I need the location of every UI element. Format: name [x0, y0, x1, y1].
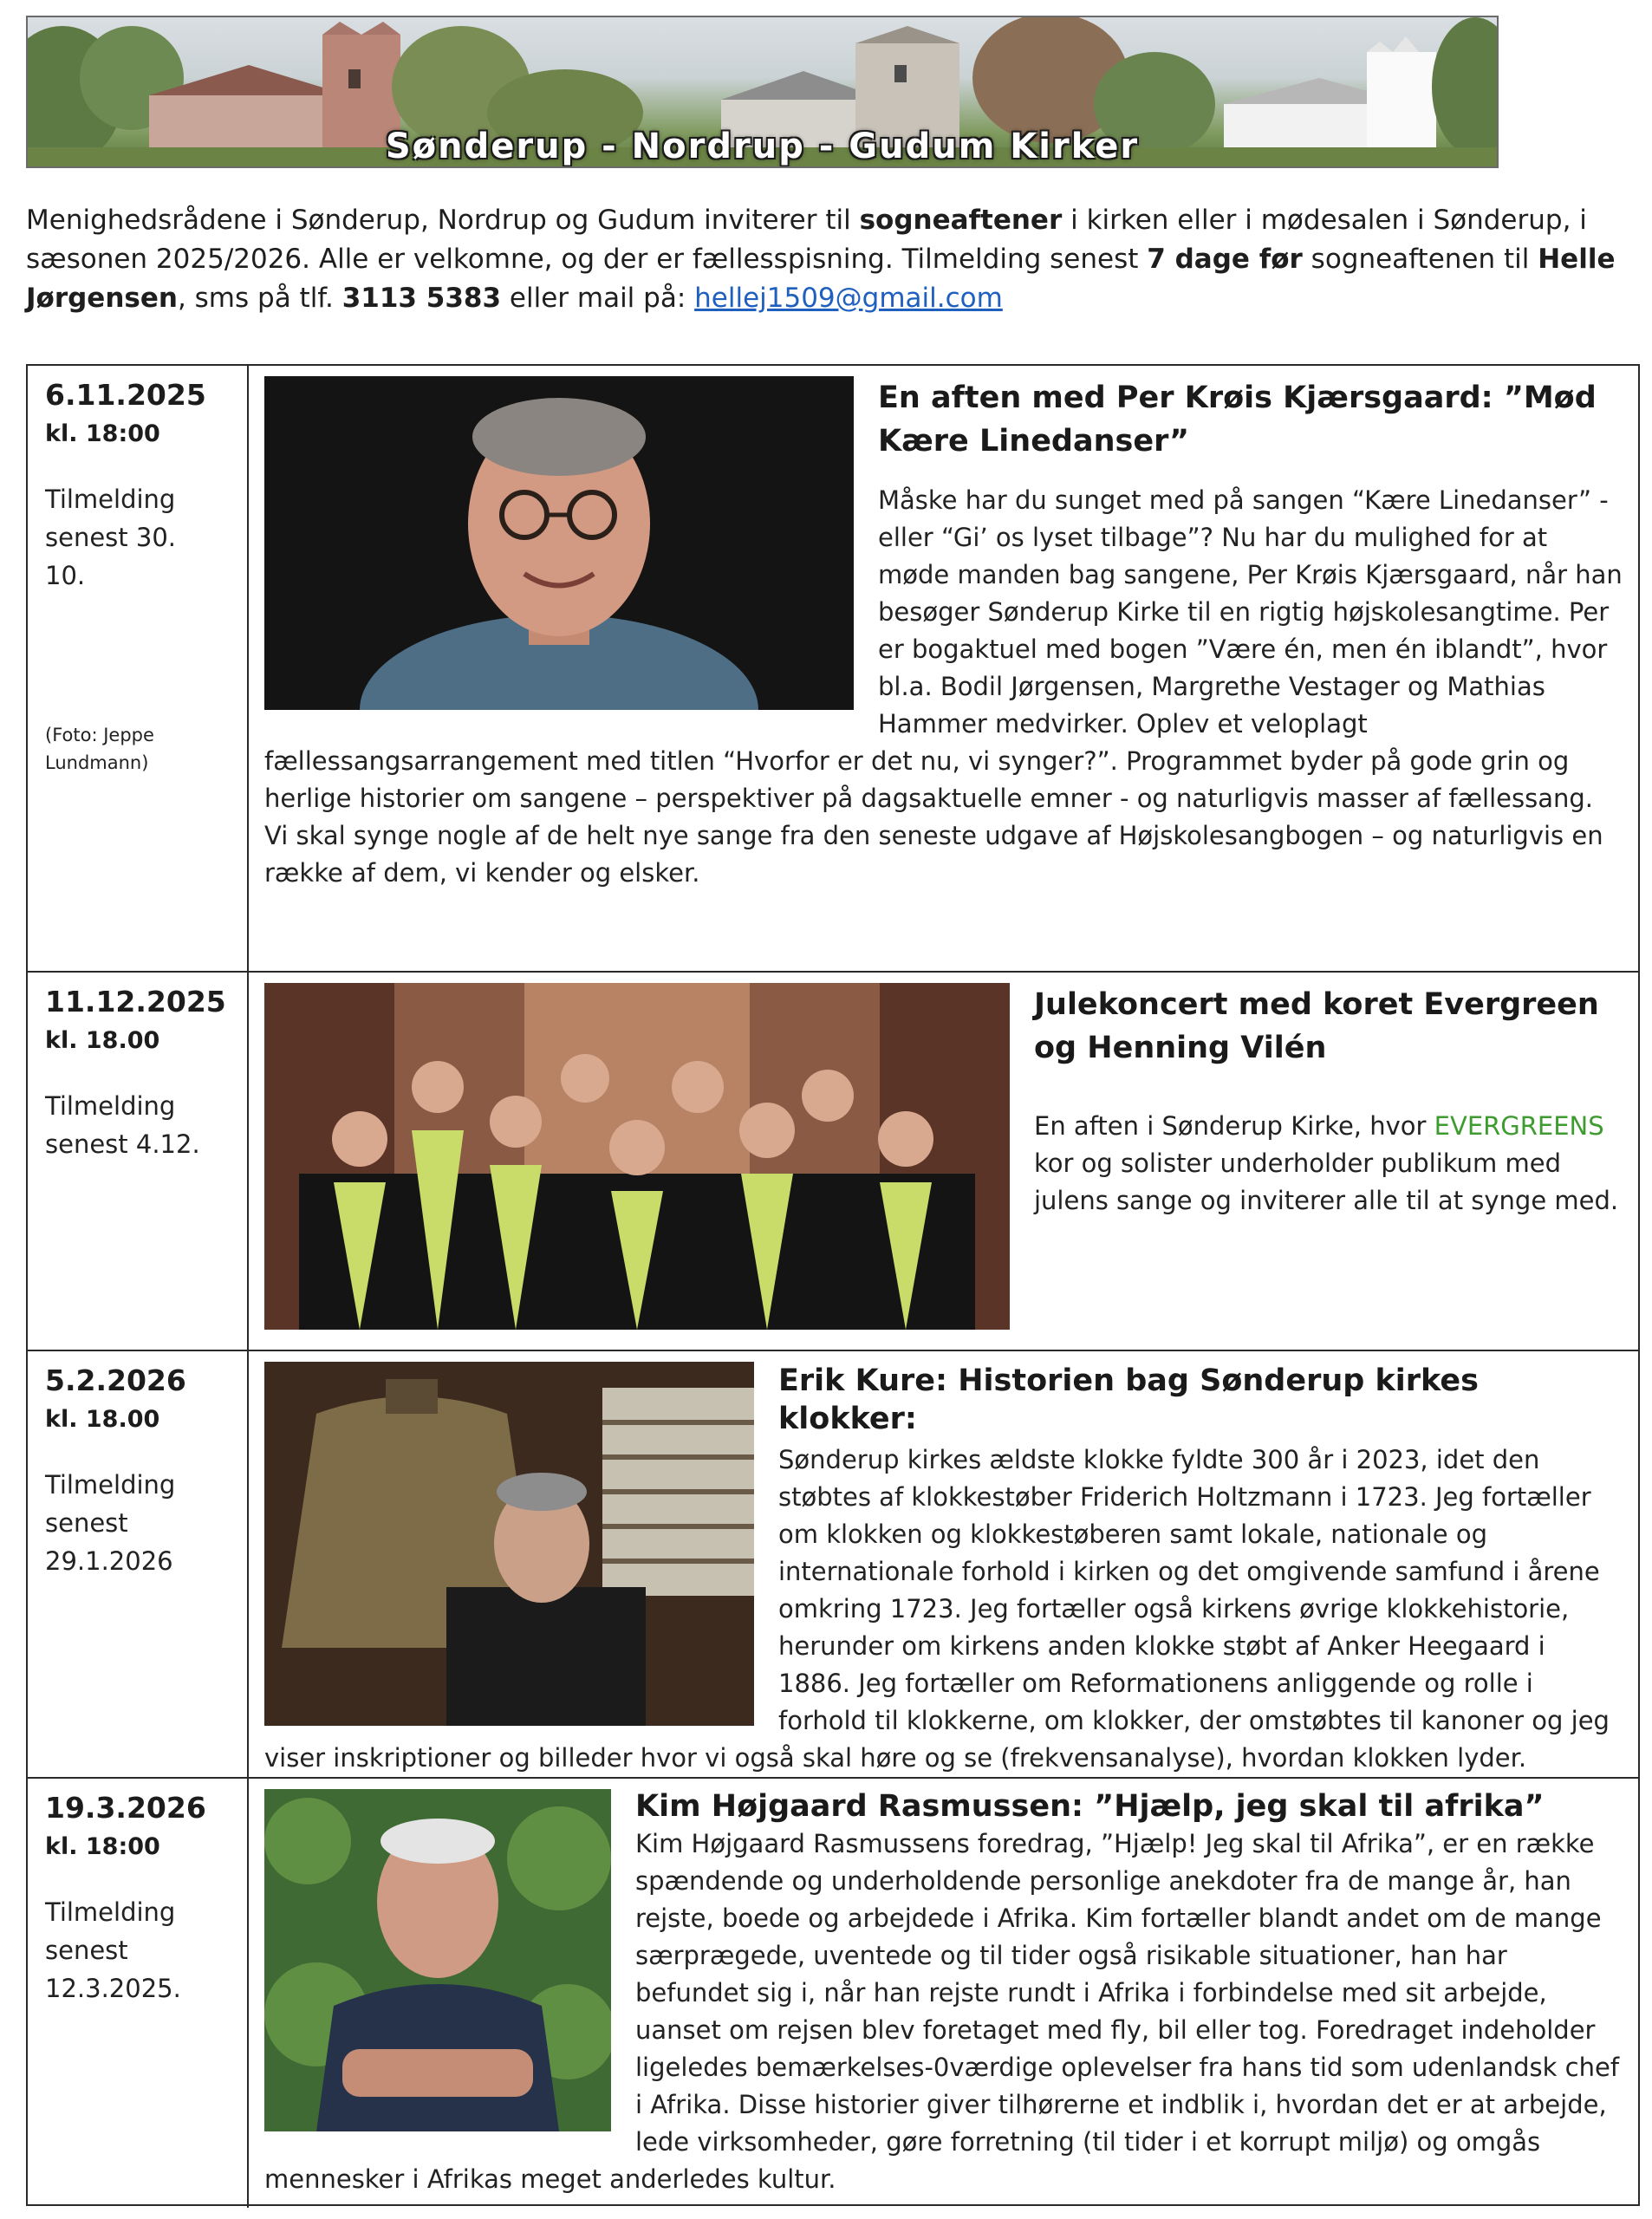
email-link[interactable]: hellej1509@gmail.com — [694, 283, 1003, 314]
event-time: kl. 18:00 — [45, 1833, 160, 1860]
event-date-cell — [28, 366, 249, 971]
header-banner — [26, 16, 1499, 168]
event-date-cell — [28, 973, 249, 1350]
event-deadline: Tilmelding senest 12.3.2025. — [45, 1897, 181, 2003]
event-date-cell — [28, 1351, 249, 1777]
event-content — [249, 973, 1638, 1350]
event-title: En aften med Per Krøis Kjærsgaard: ”Mød Kære Linedanser” — [878, 381, 1597, 459]
event-content — [249, 366, 1638, 971]
choir-photo — [264, 983, 1010, 1330]
banner-title: Sønderup - Nordrup - Gudum Kirker — [385, 127, 1140, 166]
event-date: 19.3.2026 — [45, 1791, 206, 1825]
speaker-photo — [264, 376, 854, 710]
event-title: Julekoncert med koret Evergreen og Henning Vilén — [1034, 987, 1599, 1065]
speaker-photo — [264, 1789, 611, 2131]
intro-paragraph: Menighedsrådene i Sønderup, Nordrup og Gudum inviterer til sogneaftener i kirken eller i mødesalen i Sønderup, i sæsonen 2025/2026. Alle er velkomne, og der er fællesspisning. Tilmelding senest 7 dage før sogneaftenen til Helle Jørgensen, sms på tlf. 3113 5383 eller mail på: hellej1509@gmail.com — [26, 205, 1616, 314]
event-deadline: Tilmelding senest 30. 10. — [45, 485, 176, 590]
event-description: En aften i Sønderup Kirke, hvor EVERGREENS kor og solister underholder publikum med julens sange og inviterer alle til at synge med. — [1034, 1111, 1619, 1215]
events-table — [26, 364, 1640, 2206]
event-description: Måske har du sunget med på sangen “Kære Linedanser” - eller “Gi’ os lyset tilbage”? Nu har du mulighed for at møde manden bag sangene, Per Krøis Kjærsgaard, når han besøger Sønderup Kirke til en rigtig højskolesangtime. Per er bogaktuel med bogen ”Være én, men én iblandt”, hvor bl.a. Bodil Jørgensen, Margrethe Vestager og Mathias Hammer medvirker. Oplev et veloplagt fællessangsarrangement med titlen “Hvorfor er det nu, vi synger?”. Programmet byder på gode grin og herlige historier om sangene – perspektiver på dagsaktuelle emner - og naturligvis masser af fællessang. Vi skal synge nogle af de helt nye sange fra den seneste udgave af Højskolesangbogen – og naturligvis en række af dem, vi kender og elsker. — [264, 485, 1623, 888]
event-row — [28, 973, 1638, 1351]
event-time: kl. 18.00 — [45, 1406, 160, 1433]
event-row — [28, 1351, 1638, 1779]
event-date-cell — [28, 1779, 249, 2208]
event-deadline: Tilmelding senest 29.1.2026 — [45, 1470, 176, 1576]
event-row — [28, 366, 1638, 973]
event-date: 6.11.2025 — [45, 378, 206, 412]
event-description: Kim Højgaard Rasmussens foredrag, ”Hjælp! Jeg skal til Afrika”, er en række spændende og underholdende personlige anekdoter fra de mange år, han rejste, boede og arbejdede i Afrika. Kim fortæller blandt andet om de mange særprægede, uventede og til tider også risikable situationer, han har befundet sig i, når han rejste rundt i Afrika i forbindelse med sit arbejde, uanset om rejsen blev foretaget med fly, bil eller tog. Foredraget indeholder ligeledes bemærkelses-0værdige oplevelser fra hans tid som udenlandsk chef i Afrika. Disse historier giver tilhørerne et indblik i, hvordan det er at arbejde, lede virksomheder, gøre forretning (til tider i et korrupt miljø) og omgås mennesker i Afrikas meget anderledes kultur. — [264, 1829, 1620, 2194]
event-date: 11.12.2025 — [45, 985, 226, 1018]
event-date: 5.2.2026 — [45, 1363, 186, 1397]
event-content — [249, 1351, 1638, 1777]
event-content — [249, 1779, 1638, 2208]
event-deadline: Tilmelding senest 4.12. — [45, 1091, 200, 1159]
photo-credit: (Foto: Jeppe Lundmann) — [45, 725, 154, 773]
event-time: kl. 18.00 — [45, 1027, 160, 1054]
bell-photo — [264, 1362, 754, 1726]
evergreens-name: EVERGREENS — [1434, 1111, 1604, 1141]
event-title: Erik Kure: Historien bag Sønderup kirkes klokker: — [778, 1363, 1479, 1436]
event-title: Kim Højgaard Rasmussen: ”Hjælp, jeg skal til afrika” — [635, 1789, 1545, 1824]
event-row — [28, 1779, 1638, 2208]
event-description: Sønderup kirkes ældste klokke fyldte 300 år i 2023, idet den støbtes af klokkestøber Friderich Holtzmann i 1723. Jeg fortæller om klokken og klokkestøberen samt lokale, nationale og internationale forhold i kirken og det omgivende samfund i årene omkring 1723. Jeg fortæller også kirkens øvrige klokkehistorie, herunder om kirkens anden klokke støbt af Anker Heegaard i 1886. Jeg fortæller om Reformationens anliggende og rolle i forhold til klokkerne, om klokker, der omstøbtes til kanoner og jeg viser inskriptioner og billeder hvor vi også skal høre og se (frekvensanalyse), hvordan klokken lyder. — [264, 1445, 1610, 1773]
event-time: kl. 18:00 — [45, 420, 160, 447]
